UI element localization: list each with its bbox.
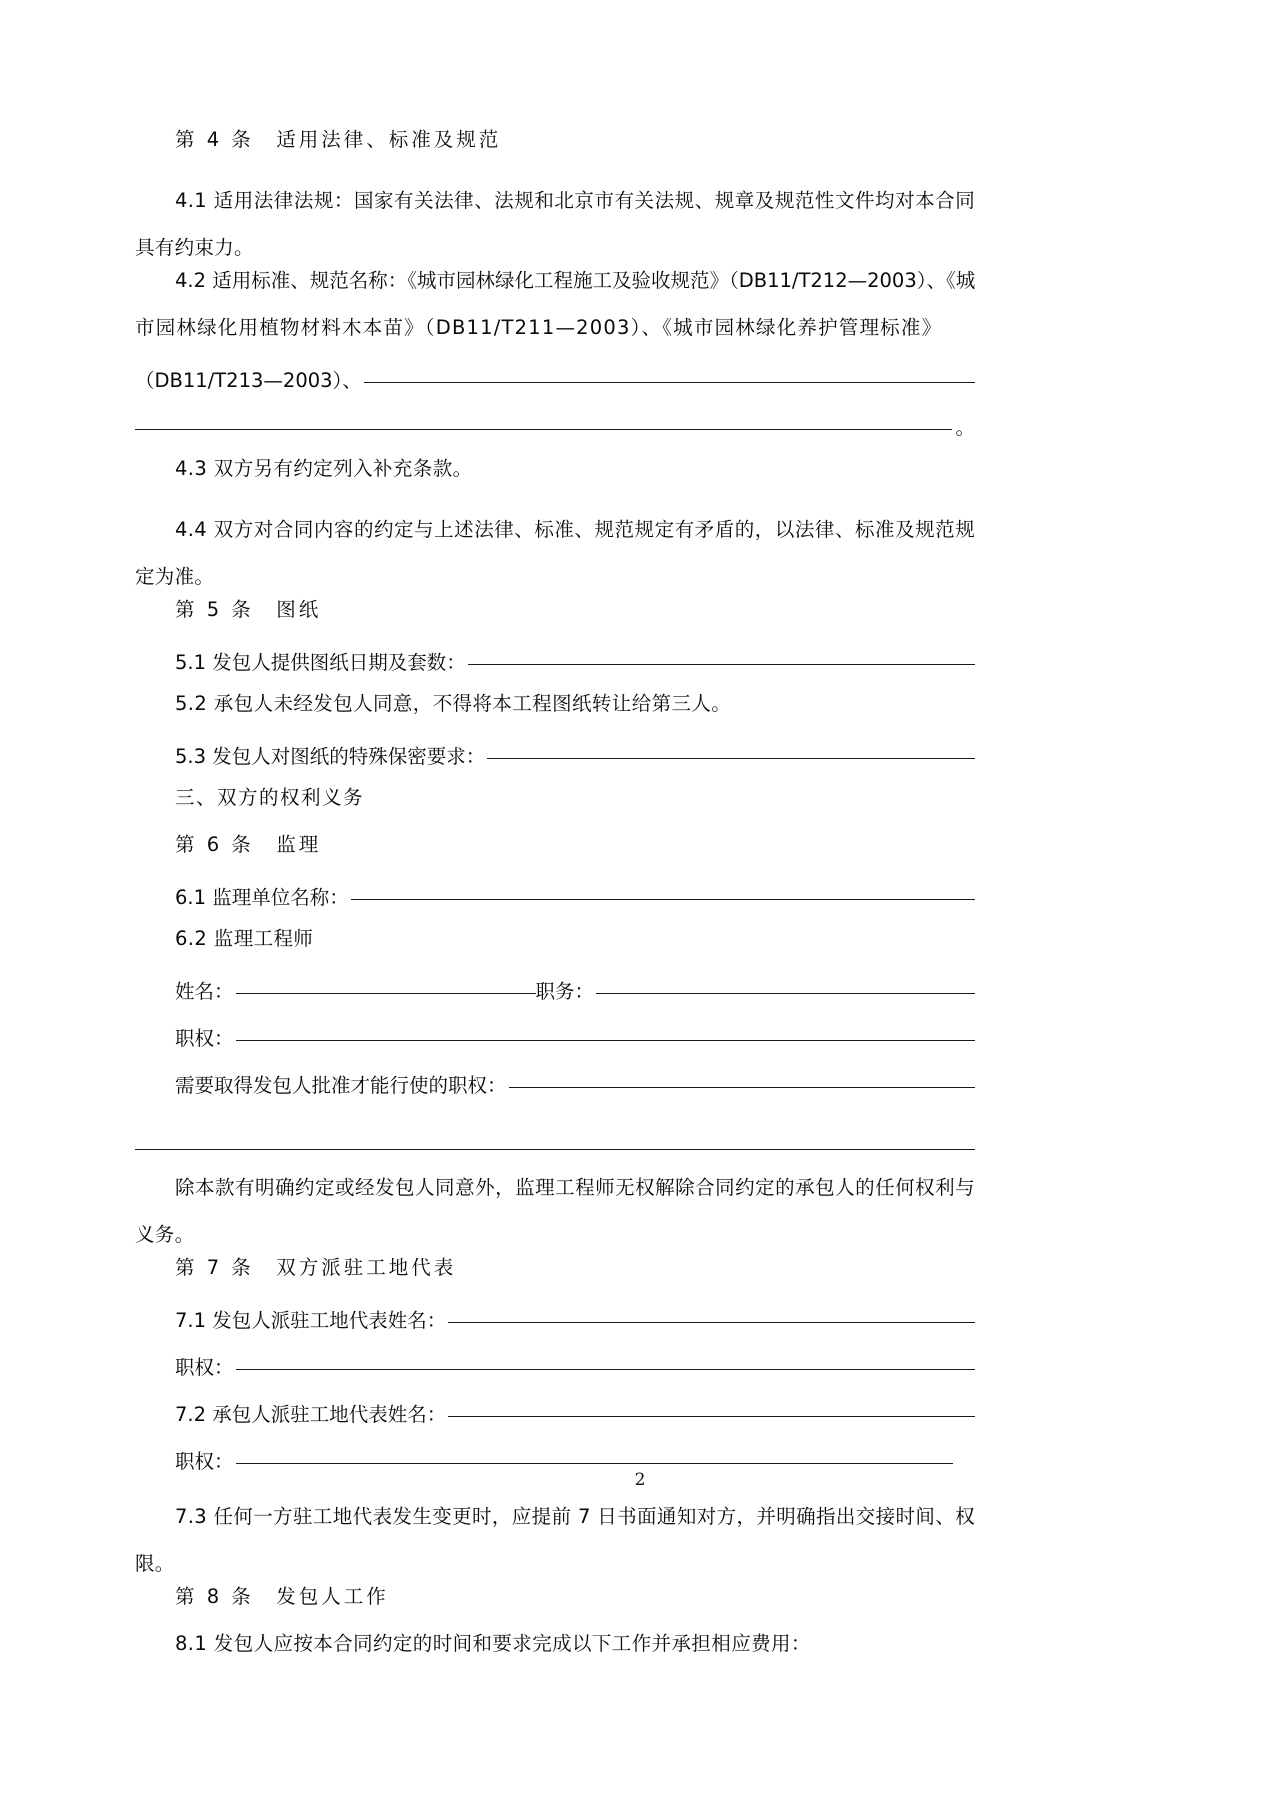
clause-5-1: 5.1 发包人提供图纸日期及套数：	[135, 647, 975, 694]
supervisor-approval-input[interactable]	[509, 1087, 975, 1088]
clause-4-2-line-1: 4.2 适用标准、规范名称：《城市园林绿化工程施工及验收规范》（DB11/T212—2003）、《城	[175, 269, 976, 292]
supervisor-name-input[interactable]	[236, 993, 536, 994]
supervisor-authority-input[interactable]	[236, 1040, 975, 1041]
article-6-title: 第 6 条 监理	[175, 833, 322, 856]
supervisor-post-label: 职务：	[535, 980, 595, 1003]
supervisor-authority-label: 职权：	[175, 1027, 234, 1050]
fill-in-rule-6-2-cont[interactable]	[135, 1149, 975, 1150]
fill-in-rule-7-2-authority[interactable]	[236, 1463, 953, 1464]
clause-7-2-authority: 职权：	[135, 1446, 975, 1493]
article-4-title: 第 4 条 适用法律、标准及规范	[175, 128, 502, 151]
clause-5-3: 5.3 发包人对图纸的特殊保密要求：	[135, 741, 975, 788]
clause-7-2: 7.2 承包人派驻工地代表姓名：	[135, 1399, 975, 1446]
fill-in-rule-4-2b[interactable]	[135, 429, 952, 430]
clause-7-1-authority: 职权：	[135, 1352, 975, 1399]
supervisor-authority-row	[135, 1023, 975, 1070]
clause-6-2-note: 除本款有明确约定或经发包人同意外，监理工程师无权解除合同约定的承包人的任何权利与义务。	[135, 1176, 975, 1246]
page-number: 2	[634, 1470, 646, 1490]
supervisor-approval-label: 需要取得发包人批准才能行使的职权：	[175, 1074, 507, 1097]
page-content	[135, 130, 975, 1681]
fill-in-rule-7-1-authority[interactable]	[236, 1369, 975, 1370]
article-7-title: 第 7 条 双方派驻工地代表	[175, 1256, 457, 1279]
supervisor-post-input[interactable]	[596, 993, 975, 994]
section-3-title: 三、双方的权利义务	[175, 786, 365, 809]
fill-in-rule-7-2[interactable]	[448, 1416, 975, 1417]
clause-5-2: 5.2 承包人未经发包人同意，不得将本工程图纸转让给第三人。	[175, 692, 732, 715]
clause-6-1: 6.1 监理单位名称：	[135, 882, 975, 929]
clause-4-2-line-3: （DB11/T213—2003）、	[135, 365, 975, 412]
fill-in-rule-6-1[interactable]	[351, 899, 975, 900]
supervisor-name-post-row	[135, 976, 975, 1023]
clause-4-3: 4.3 双方另有约定列入补充条款。	[175, 457, 473, 480]
clause-4-2-line-4: 。	[135, 412, 975, 459]
article-5-title: 第 5 条 图纸	[175, 598, 322, 621]
fill-in-rule-4-2a[interactable]	[364, 382, 975, 383]
supervisor-name-label: 姓名：	[175, 980, 234, 1003]
supervisor-approval-row	[135, 1070, 975, 1117]
clause-6-2-title: 6.2 监理工程师	[175, 927, 314, 950]
clause-7-3: 7.3 任何一方驻工地代表发生变更时，应提前 7 日书面通知对方，并明确指出交接时间、权限。	[135, 1505, 975, 1575]
clause-4-2-line-2: 市园林绿化用植物材料木本苗》（DB11/T211—2003）、《城市园林绿化养护管理标准》	[135, 316, 943, 339]
supervisor-approval-continuation	[135, 1117, 975, 1164]
clause-8-1: 8.1 发包人应按本合同约定的时间和要求完成以下工作并承担相应费用：	[175, 1632, 811, 1655]
fill-in-rule-5-3[interactable]	[487, 758, 975, 759]
clause-7-1: 7.1 发包人派驻工地代表姓名：	[135, 1305, 975, 1352]
article-8-title: 第 8 条 发包人工作	[175, 1585, 389, 1608]
clause-4-1: 4.1 适用法律法规：国家有关法律、法规和北京市有关法规、规章及规范性文件均对本合同具有约束力。	[135, 189, 975, 259]
fill-in-rule-7-1[interactable]	[448, 1322, 975, 1323]
clause-4-4: 4.4 双方对合同内容的约定与上述法律、标准、规范规定有矛盾的，以法律、标准及规范规定为准。	[135, 518, 975, 588]
fill-in-rule-5-1[interactable]	[468, 664, 975, 665]
